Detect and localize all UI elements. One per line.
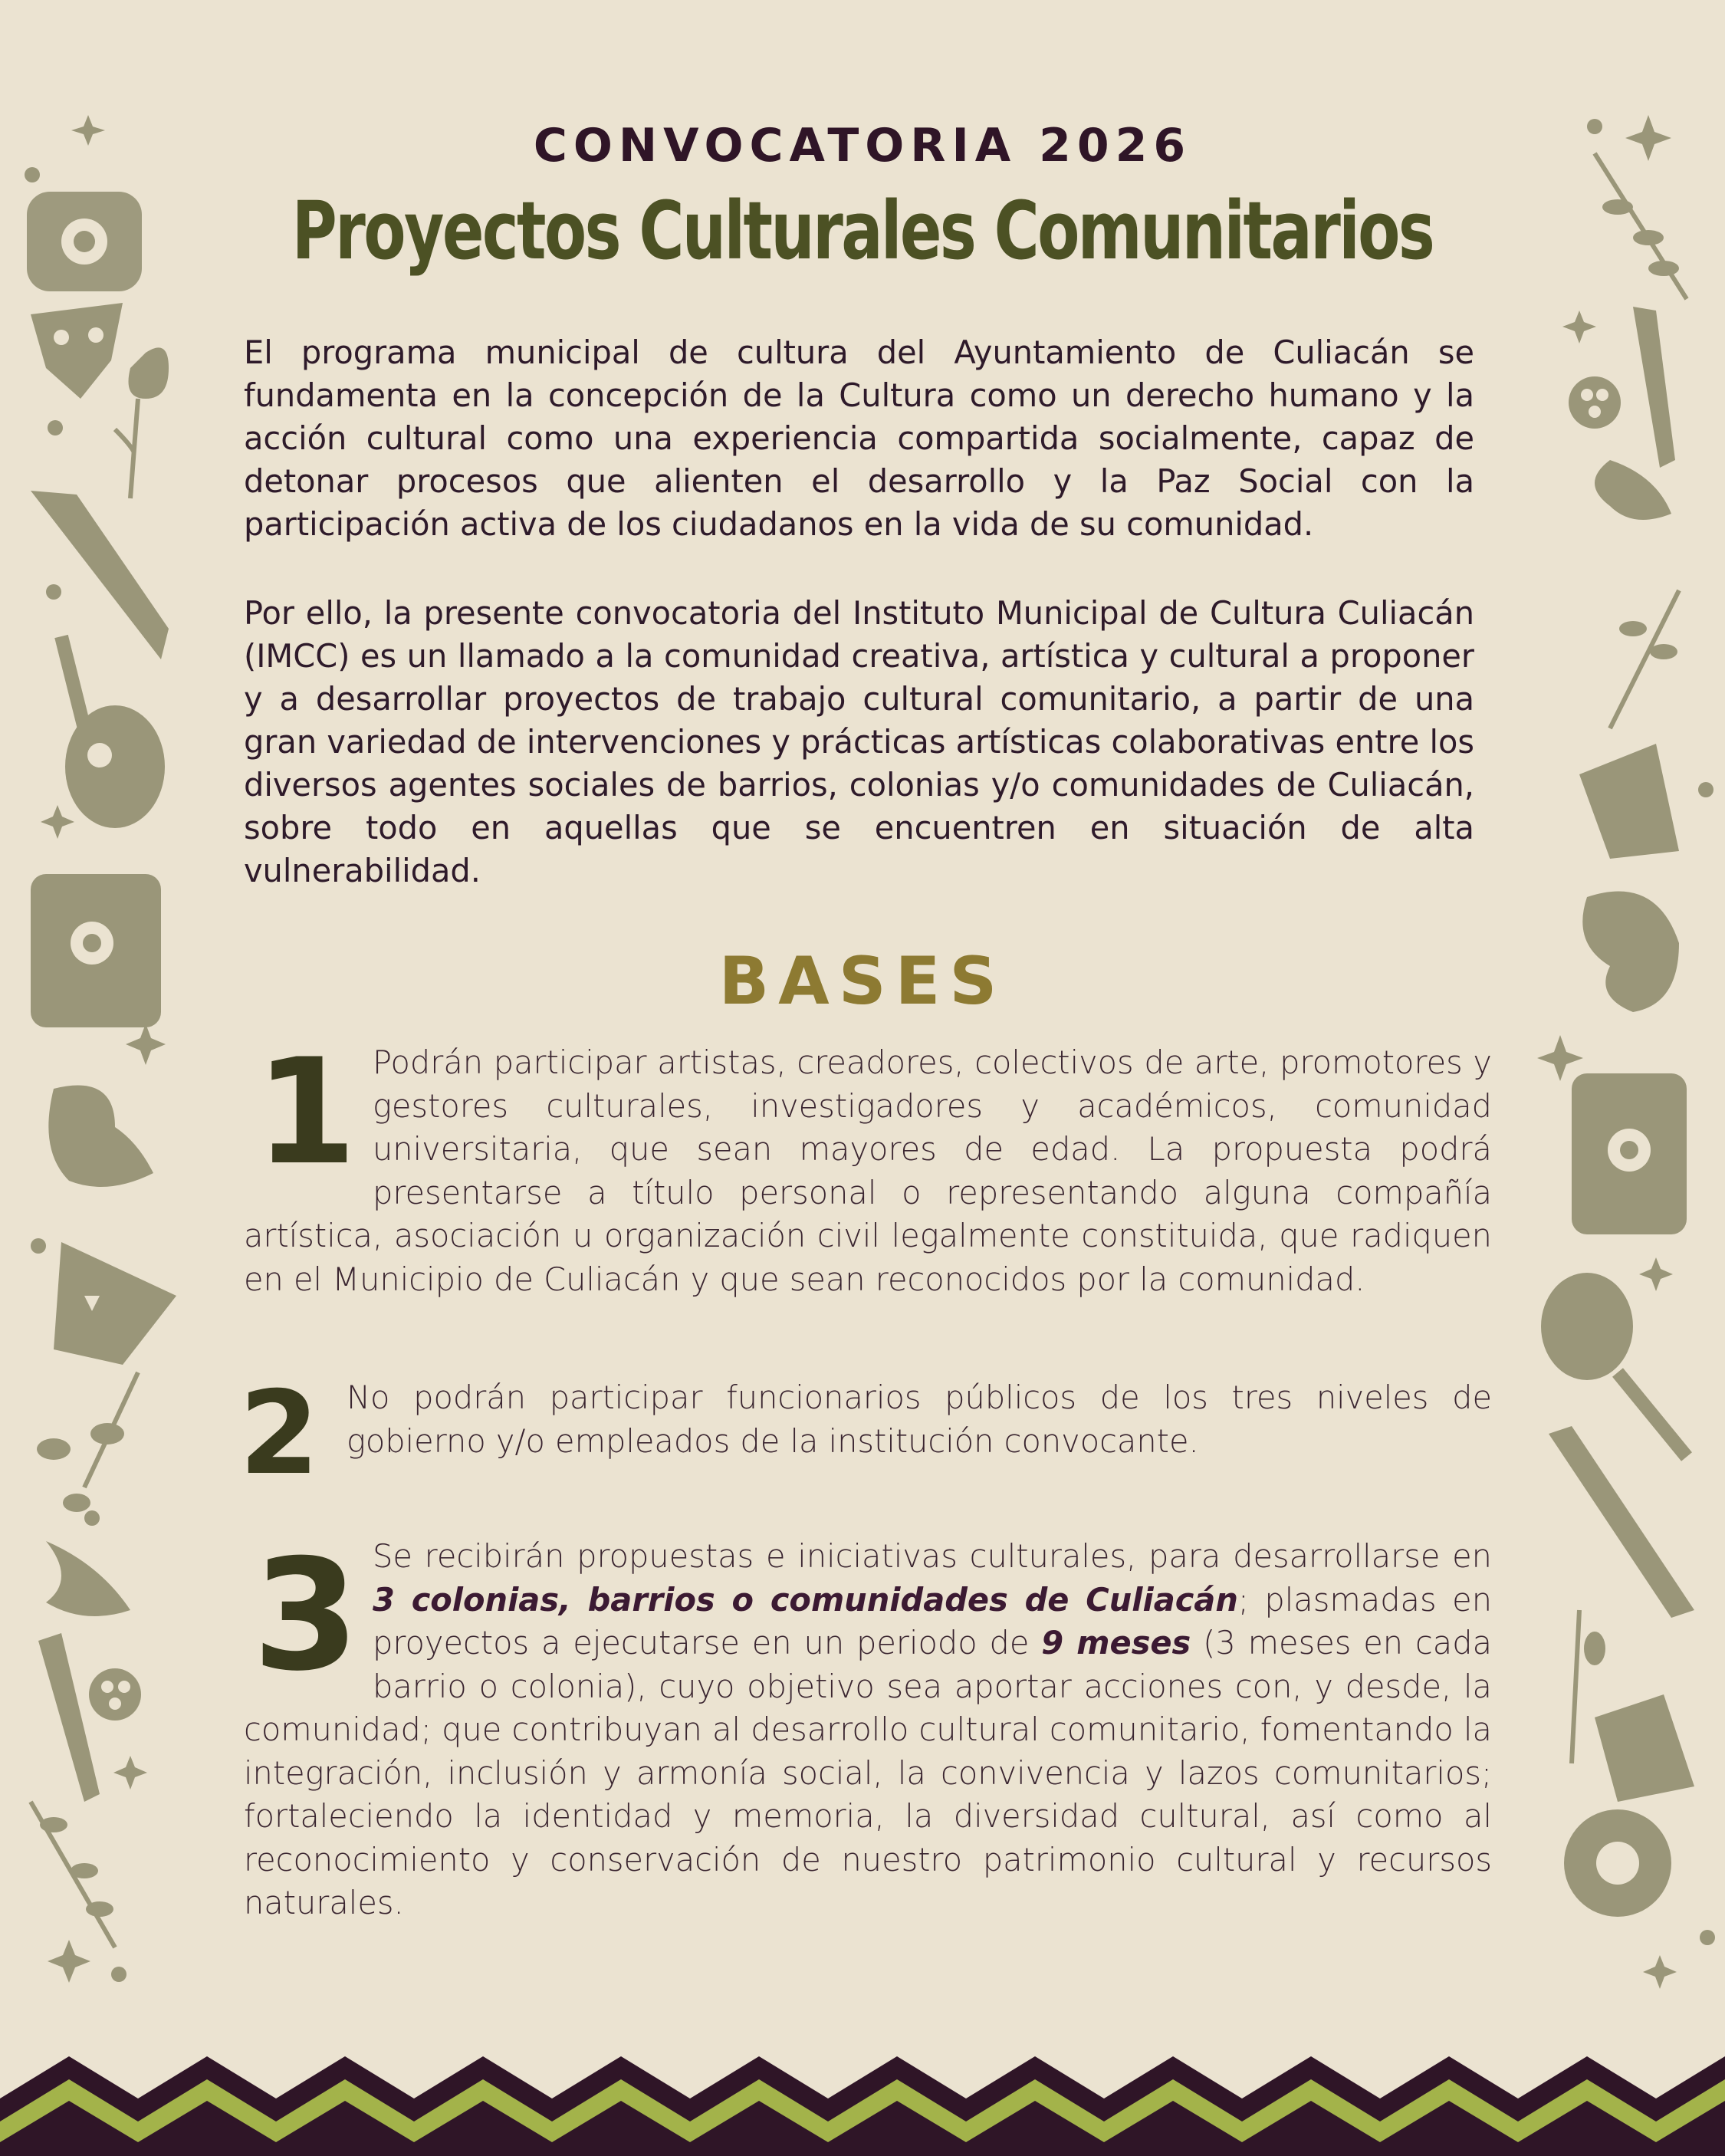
leaf-icon	[31, 1802, 115, 1947]
leaf-icon	[37, 1372, 138, 1512]
mask-icon	[1579, 744, 1679, 859]
intro-paragraph-2: Por ello, la presente convocatoria del Instituto Municipal de Cultura Culiacán (IMCC) es un llamado a la comunidad creativa, artística y cultural a proponer y a desarrollar proyectos de trabajo cultural comunitario, a partir de una gran variedad de intervenciones y prácticas artísticas colaborativas entre los diversos agentes sociales de barrios, colonias y/o comunidades de Culiacán, sobre todo en aquellas que se encuentren en situación de alta vulnerabilidad.	[244, 594, 1474, 889]
bridge-icon	[31, 491, 169, 659]
base-item-3	[244, 1527, 1492, 1925]
base-number: 2	[239, 1367, 320, 1500]
bases-heading: BASES	[718, 943, 1007, 1020]
bridge-icon	[1549, 1426, 1694, 1618]
base-text: Podrán participar artistas, creadores, colectivos de arte, promotores y gestores culturales, investigadores y académicos, comunidad universitaria, que sean mayores de edad. La propuesta podrá presentarse a título personal o representando alguna compañía artística, asociación u organización civil legalmente constituida, que radiquen en el Municipio de Culiacán y que sean reconocidos por la comunidad.	[244, 1043, 1492, 1298]
emphasis-meses: 9 meses	[1041, 1624, 1191, 1661]
star-icon	[1643, 1955, 1677, 1989]
bridge-icon	[38, 1633, 100, 1802]
base-item-1	[244, 1027, 1492, 1301]
star-icon	[41, 805, 74, 839]
star-icon	[1639, 1257, 1673, 1291]
flower-icon	[46, 1541, 130, 1616]
page-title: Proyectos Culturales Comunitarios	[291, 184, 1434, 278]
intro-paragraph-1: El programa municipal de cultura del Ayuntamiento de Culiacán se fundamenta en la concepción de la Cultura como un derecho humano y la acción cultural como una experiencia compartida socialmente, capaz de detonar procesos que alienten el desarrollo y la Paz Social con la participación activa de los ciudadanos en la vida de su comunidad.	[244, 334, 1474, 543]
bridge-icon	[1633, 307, 1675, 468]
star-icon	[113, 1756, 147, 1790]
reel-icon	[1569, 376, 1621, 429]
leaf-icon	[1572, 1610, 1605, 1763]
base-number: 1	[255, 1027, 357, 1197]
leaf-icon	[1595, 153, 1687, 299]
star-icon	[126, 1024, 166, 1065]
kicker-heading: CONVOCATORIA 2026	[533, 119, 1192, 173]
leaf-icon	[1610, 590, 1679, 728]
mask-icon	[54, 1242, 176, 1365]
base-text	[244, 1535, 1492, 1925]
shell-icon	[48, 1086, 153, 1187]
mask-icon	[31, 303, 123, 399]
flower-icon	[1595, 460, 1671, 520]
base-number: 3	[252, 1527, 360, 1705]
base-text: No podrán participar funcionarios públicos de los tres niveles de gobierno y/o empleados de la institución convocante.	[347, 1379, 1492, 1460]
mask-icon	[1595, 1694, 1694, 1802]
star-icon	[48, 1940, 90, 1983]
base-text-part: Se recibirán propuestas e iniciativas culturales, para desarrollarse en	[373, 1537, 1492, 1575]
right-ornament-border	[1526, 0, 1725, 2055]
star-icon	[1537, 1035, 1583, 1081]
glyph-icon	[1572, 1073, 1687, 1234]
guitar-icon	[61, 636, 165, 828]
base-text-part: (3 meses en cada barrio o colonia), cuyo objetivo sea aportar acciones con, y desde, la comunidad; que contribuyan al desarrollo cultural comunitario, fomentando la integración, inclusión y armonía social, la convivencia y lazos comunitarios; fortaleciendo la identidad y memoria, la diversidad cultural, así como al reconocimiento y conservación de nuestro patrimonio cultural y recursos naturales.	[244, 1624, 1492, 1921]
emphasis-colonias: 3 colonias, barrios o comunidades de Culiacán	[373, 1580, 1238, 1619]
base-item-2	[239, 1367, 1492, 1500]
zigzag-footer-border	[0, 2056, 1725, 2156]
left-ornament-border	[0, 0, 199, 2055]
glyph-icon	[1564, 1809, 1671, 1917]
base-text-part: ; plasmadas en proyectos a ejecutarse en un periodo de	[373, 1580, 1492, 1661]
reel-icon	[89, 1668, 141, 1721]
star-icon	[1562, 311, 1596, 343]
flower-icon	[115, 347, 169, 498]
